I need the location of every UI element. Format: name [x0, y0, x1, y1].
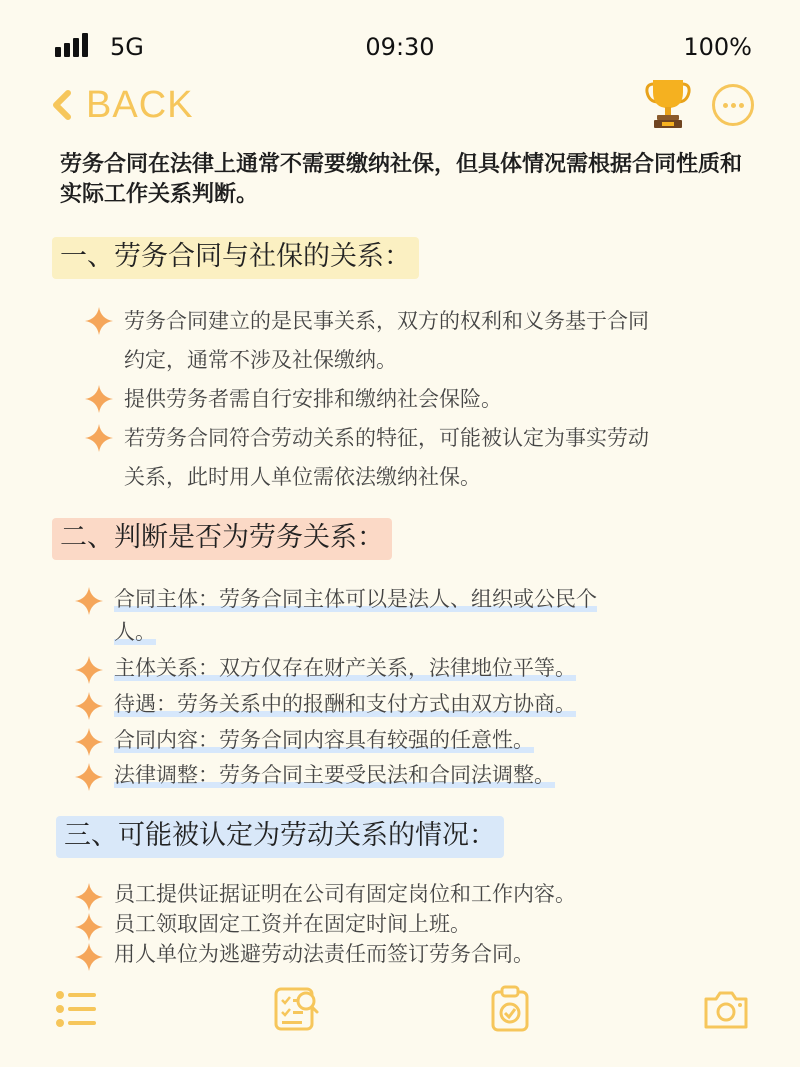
item-line: 法律调整：劳务合同主要受民法和合同法调整。: [114, 763, 555, 787]
network-label: 5G: [110, 33, 144, 61]
sparkle-icon: [74, 691, 104, 721]
more-dot: [731, 103, 736, 108]
sparkle-icon: [74, 655, 104, 685]
back-label: BACK: [86, 83, 194, 126]
battery-level: 100%: [683, 33, 752, 61]
status-bar: [0, 0, 800, 90]
checklist-icon[interactable]: [272, 985, 320, 1033]
item-line: 若劳务合同符合劳动关系的特征，可能被认定为事实劳动: [124, 426, 649, 450]
sparkle-icon: [84, 306, 114, 336]
clock: 09:30: [365, 33, 435, 61]
sparkle-icon: [74, 762, 104, 792]
sparkle-icon: [84, 423, 114, 453]
item-line: 合同主体：劳务合同主体可以是法人、组织或公民个: [114, 587, 597, 611]
item-line: 劳务合同建立的是民事关系，双方的权利和义务基于合同: [124, 309, 649, 333]
sparkle-icon: [74, 586, 104, 616]
intro-text: 劳务合同在法律上通常不需要缴纳社保，但具体情况需根据合同性质和实际工作关系判断。: [60, 152, 743, 207]
clipboard-check-icon[interactable]: [486, 985, 534, 1033]
chevron-left-icon: [48, 85, 74, 125]
item-line: 约定，通常不涉及社保缴纳。: [124, 348, 397, 372]
section-heading: 一、劳务合同与社保的关系：: [52, 237, 419, 279]
section-heading: 二、判断是否为劳务关系：: [52, 518, 392, 560]
item-line: 主体关系：双方仅存在财产关系，法律地位平等。: [114, 656, 576, 680]
sparkle-icon: [74, 912, 104, 942]
more-dot: [723, 103, 728, 108]
item-line: 提供劳务者需自行安排和缴纳社会保险。: [124, 387, 502, 411]
more-dot: [739, 103, 744, 108]
item-line: 关系，此时用人单位需依法缴纳社保。: [124, 465, 481, 489]
back-button[interactable]: [48, 80, 193, 130]
section-heading: 三、可能被认定为劳动关系的情况：: [56, 816, 504, 858]
sparkle-icon: [74, 727, 104, 757]
camera-icon[interactable]: [702, 985, 750, 1033]
item-line: 用人单位为逃避劳动法责任而签订劳务合同。: [114, 942, 534, 966]
sparkle-icon: [84, 384, 114, 414]
bottom-tab-bar: [0, 985, 800, 1045]
more-options-button[interactable]: [712, 84, 754, 126]
trophy-icon[interactable]: [644, 78, 692, 130]
item-line: 合同内容：劳务合同内容具有较强的任意性。: [114, 728, 534, 752]
item-line: 待遇：劳务关系中的报酬和支付方式由双方协商。: [114, 692, 576, 716]
sparkle-icon: [74, 882, 104, 912]
sparkle-icon: [74, 942, 104, 972]
list-icon[interactable]: [52, 985, 100, 1033]
item-line: 员工领取固定工资并在固定时间上班。: [114, 912, 471, 936]
item-line: 人。: [114, 620, 156, 644]
item-line: 员工提供证据证明在公司有固定岗位和工作内容。: [114, 882, 576, 906]
